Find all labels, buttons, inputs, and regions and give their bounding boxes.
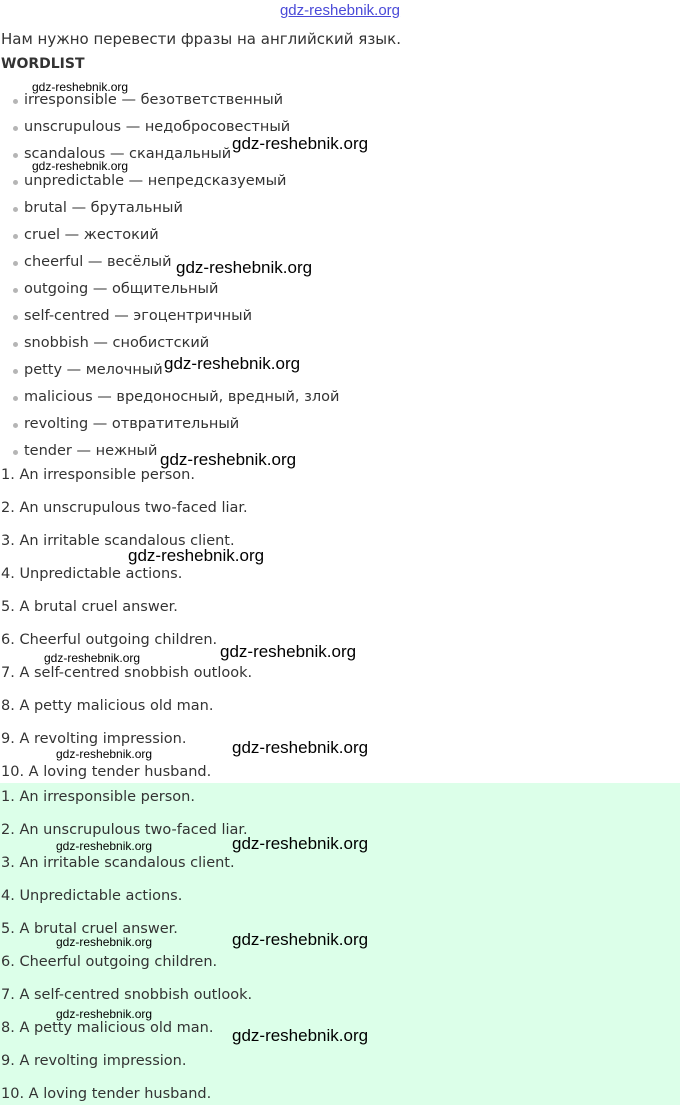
wordlist-item-text: cheerful — весёлый [24, 254, 172, 270]
wordlist-item [0, 357, 339, 384]
intro-text: Нам нужно перевести фразы на английский язык. [1, 30, 401, 48]
wordlist-item [0, 276, 339, 303]
wordlist-item [0, 330, 339, 357]
task-phrase: 6. Cheerful outgoing children. [1, 632, 218, 648]
watermark: gdz-reshebnik.org [56, 747, 153, 761]
task-phrase: 9. A revolting impression. [1, 731, 187, 747]
wordlist-item-text: unscrupulous — недобросовестный [24, 119, 291, 135]
answer-phrase: 4. Unpredictable actions. [1, 888, 183, 904]
bullet-icon [13, 99, 18, 104]
wordlist-item [0, 114, 339, 141]
task-phrase: 3. An irritable scandalous client. [1, 533, 235, 549]
answer-phrase: 8. A petty malicious old man. [1, 1020, 214, 1036]
watermark: gdz-reshebnik.org [164, 354, 301, 373]
task-phrase: 8. A petty malicious old man. [1, 698, 214, 714]
answer-phrase: 5. A brutal cruel answer. [1, 921, 178, 937]
wordlist-item [0, 438, 339, 465]
answer-phrase: 2. An unscrupulous two-faced liar. [1, 822, 248, 838]
wordlist-item-text: snobbish — снобистский [24, 335, 210, 351]
wordlist-heading: WORDLIST [1, 56, 85, 72]
wordlist-item-text: unpredictable — непредсказуемый [24, 173, 287, 189]
answer-phrase: 9. A revolting impression. [1, 1053, 187, 1069]
watermark: gdz-reshebnik.org [160, 450, 297, 469]
bullet-icon [13, 342, 18, 347]
wordlist-item [0, 87, 339, 114]
wordlist-item-text: cruel — жестокий [24, 227, 159, 243]
watermark: gdz-reshebnik.org [232, 930, 369, 949]
task-phrase-list [0, 465, 252, 795]
bullet-icon [13, 396, 18, 401]
wordlist-item-text: tender — нежный [24, 443, 158, 459]
wordlist-item [0, 384, 339, 411]
wordlist-item-text: irresponsible — безответственный [24, 92, 284, 108]
wordlist-item [0, 303, 339, 330]
wordlist-item-text: brutal — брутальный [24, 200, 183, 216]
answer-phrase: 3. An irritable scandalous client. [1, 855, 235, 871]
wordlist-item [0, 222, 339, 249]
answer-phrase: 7. A self-centred snobbish outlook. [1, 987, 253, 1003]
bullet-icon [13, 153, 18, 158]
bullet-icon [13, 234, 18, 239]
task-phrase: 5. A brutal cruel answer. [1, 599, 178, 615]
watermark: gdz-reshebnik.org [232, 738, 369, 757]
bullet-icon [13, 261, 18, 266]
watermark: gdz-reshebnik.org [128, 546, 265, 565]
wordlist-item-text: malicious — вредоносный, вредный, злой [24, 389, 340, 405]
task-phrase: 1. An irresponsible person. [1, 467, 195, 483]
watermark: gdz-reshebnik.org [44, 651, 141, 665]
task-phrase: 10. A loving tender husband. [1, 764, 212, 780]
watermark: gdz-reshebnik.org [56, 839, 153, 853]
wordlist-item [0, 141, 339, 168]
bullet-icon [13, 180, 18, 185]
task-phrase: 4. Unpredictable actions. [1, 566, 183, 582]
wordlist-item [0, 195, 339, 222]
bullet-icon [13, 207, 18, 212]
wordlist-item-text: scandalous — скандальный [24, 146, 232, 162]
wordlist-item-text: petty — мелочный [24, 362, 163, 378]
answer-phrase: 1. An irresponsible person. [1, 789, 195, 805]
answer-phrase: 10. A loving tender husband. [1, 1086, 212, 1102]
wordlist-item [0, 411, 339, 438]
watermark: gdz-reshebnik.org [220, 642, 357, 661]
site-link[interactable]: gdz-reshebnik.org [279, 2, 401, 19]
answer-phrase: 6. Cheerful outgoing children. [1, 954, 218, 970]
wordlist-item-text: revolting — отвратительный [24, 416, 240, 432]
watermark: gdz-reshebnik.org [232, 1026, 369, 1045]
wordlist-item-text: self-centred — эгоцентричный [24, 308, 253, 324]
watermark: gdz-reshebnik.org [32, 159, 129, 173]
bullet-icon [13, 450, 18, 455]
wordlist-item [0, 168, 339, 195]
bullet-icon [13, 315, 18, 320]
watermark: gdz-reshebnik.org [176, 258, 313, 277]
watermark: gdz-reshebnik.org [56, 1007, 153, 1021]
task-phrase: 2. An unscrupulous two-faced liar. [1, 500, 248, 516]
wordlist [0, 87, 339, 465]
bullet-icon [13, 126, 18, 131]
wordlist-item [0, 249, 339, 276]
bullet-icon [13, 288, 18, 293]
answer-phrase-list [0, 787, 252, 1117]
watermark: gdz-reshebnik.org [232, 834, 369, 853]
task-phrase: 7. A self-centred snobbish outlook. [1, 665, 253, 681]
bullet-icon [13, 423, 18, 428]
wordlist-item-text: outgoing — общительный [24, 281, 219, 297]
watermark: gdz-reshebnik.org [232, 134, 369, 153]
bullet-icon [13, 369, 18, 374]
watermark: gdz-reshebnik.org [32, 80, 129, 94]
watermark: gdz-reshebnik.org [56, 935, 153, 949]
